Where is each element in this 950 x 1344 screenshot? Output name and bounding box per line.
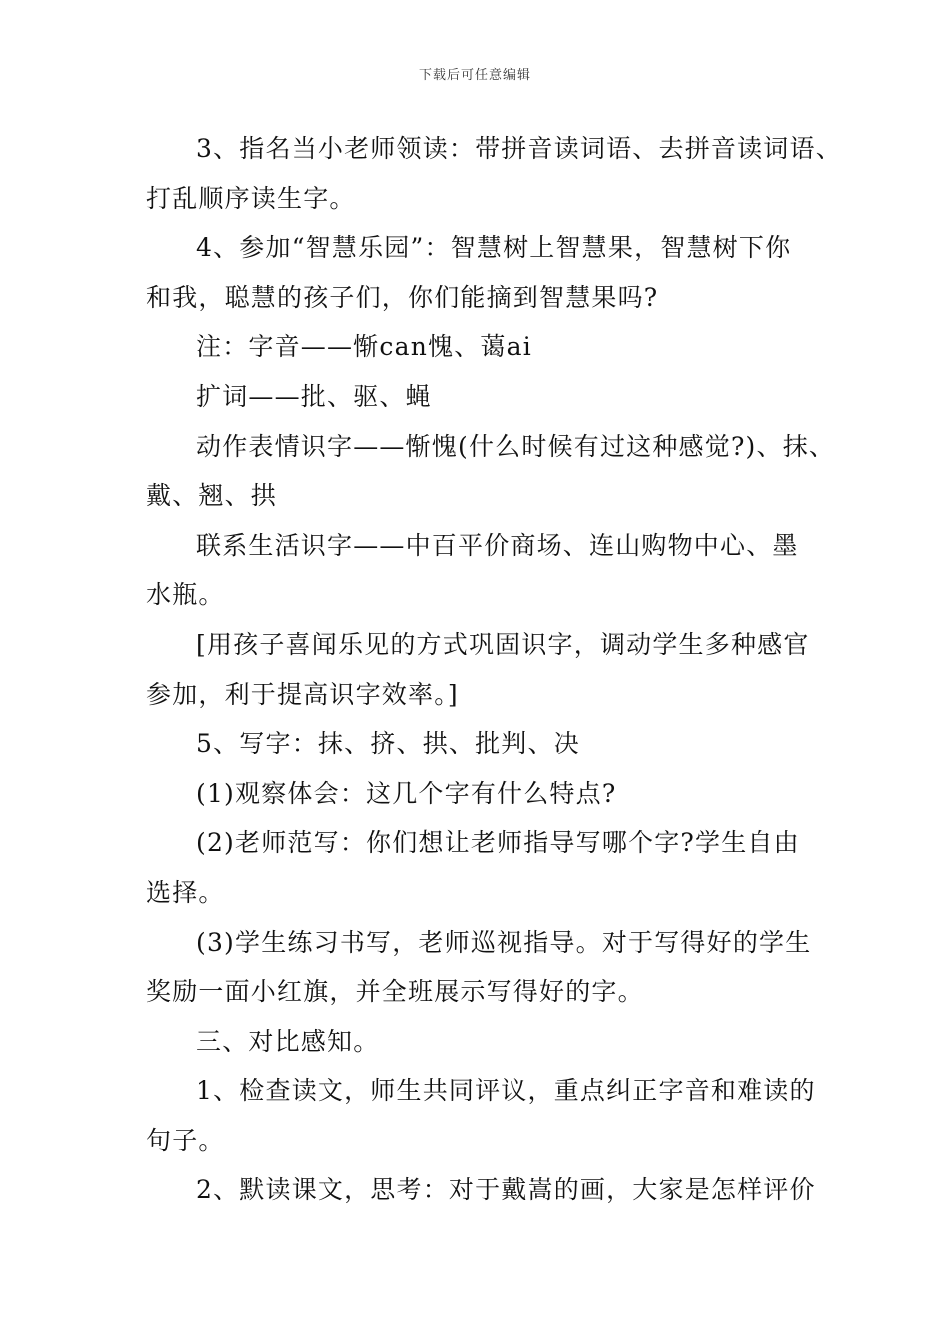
text-line-22: 2、默读课文，思考：对于戴嵩的画，大家是怎样评价 <box>196 1175 816 1205</box>
text-line-7: 动作表情识字——惭愧(什么时候有过这种感觉?)、抹、 <box>196 431 836 461</box>
text-line-16: 选择。 <box>146 877 225 907</box>
page-header: 下载后可任意编辑 <box>418 68 531 83</box>
text-line-9: 联系生活识字——中百平价商场、连山购物中心、墨 <box>196 530 799 560</box>
document-body <box>146 124 842 1215</box>
text-line-15: (2)老师范写：你们想让老师指导写哪个字?学生自由 <box>196 828 800 858</box>
text-line-12: 参加，利于提高识字效率。] <box>146 679 459 709</box>
text-line-21: 句子。 <box>146 1125 225 1155</box>
text-line-6: 扩词——批、驱、蝇 <box>196 381 432 411</box>
text-line-1: 3、指名当小老师领读：带拼音读词语、去拼音读词语、 <box>196 134 842 163</box>
text-line-2: 打乱顺序读生字。 <box>146 183 356 213</box>
text-line-14: (1)观察体会：这几个字有什么特点? <box>196 778 617 808</box>
text-line-13: 5、写字：抹、挤、拱、批判、决 <box>196 729 580 759</box>
text-line-8: 戴、翘、拱 <box>146 481 278 511</box>
text-line-20: 1、检查读文，师生共同评议，重点纠正字音和难读的 <box>196 1076 816 1106</box>
text-line-3: 4、参加“智慧乐园”：智慧树上智慧果，智慧树下你 <box>196 233 792 263</box>
text-line-17: (3)学生练习书写，老师巡视指导。对于写得好的学生 <box>196 927 812 957</box>
text-line-19: 三、对比感知。 <box>196 1026 380 1056</box>
text-line-10: 水瓶。 <box>146 580 225 610</box>
text-line-4: 和我，聪慧的孩子们，你们能摘到智慧果吗? <box>146 282 659 312</box>
text-line-5: 注：字音——惭can愧、蔼ai <box>196 332 532 362</box>
text-line-18: 奖励一面小红旗，并全班展示写得好的字。 <box>146 977 644 1007</box>
text-line-11: [用孩子喜闻乐见的方式巩固识字，调动学生多种感官 <box>196 629 810 659</box>
